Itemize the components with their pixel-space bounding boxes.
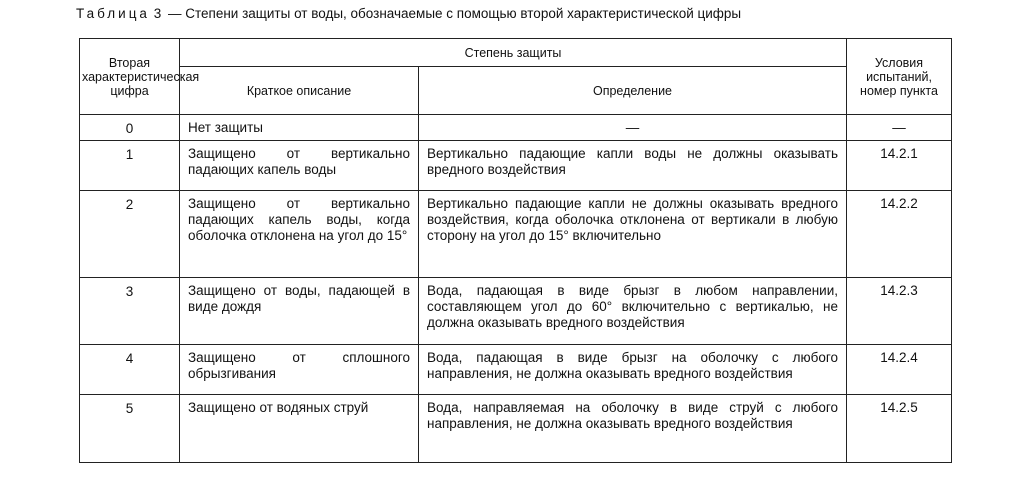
definition-cell: Вертикально падающие капли воды не должны оказывать вредного воздействия [419,141,847,191]
header-short-desc: Краткое описание [180,67,419,115]
definition-cell: Вертикально падающие капли не должны оказывать вредного воздействия, когда оболочка отклонена от вертикали в любую сторону на угол до 15° включительно [419,191,847,278]
test-cell: 14.2.1 [847,141,952,191]
caption-prefix: Таблица [76,6,150,21]
digit-cell: 3 [80,278,180,345]
header-subrow [80,67,952,115]
digit-cell: 0 [80,115,180,141]
short-desc-cell: Защищено от вертикально падающих капель воды, когда оболочка отклонена на угол до 15° [180,191,419,278]
definition-cell: Вода, падающая в виде брызг в любом направлении, составляющем угол до 60° включительно с вертикалью, не должна оказывать вредного воздействия [419,278,847,345]
short-desc-cell: Защищено от сплошного обрызгивания [180,345,419,395]
short-desc-cell: Защищено от воды, падающей в виде дождя [180,278,419,345]
header-test: Условия испытаний, номер пункта [847,39,952,115]
header-definition: Определение [419,67,847,115]
caption-number: 3 [153,6,165,21]
digit-cell: 5 [80,395,180,463]
short-desc-cell: Защищено от водяных струй [180,395,419,463]
test-cell: 14.2.3 [847,278,952,345]
definition-cell: — [419,115,847,141]
header-protection: Степень защиты [180,39,847,67]
test-cell: 14.2.5 [847,395,952,463]
caption-text: — Степени защиты от воды, обозначаемые с помощью второй характеристической цифры [167,6,742,21]
table-row [80,191,952,278]
protection-table [79,38,952,463]
header-row [80,39,952,67]
definition-cell: Вода, падающая в виде брызг на оболочку с любого направления, не должна оказывать вредного воздействия [419,345,847,395]
test-cell: 14.2.4 [847,345,952,395]
digit-cell: 2 [80,191,180,278]
table-row [80,345,952,395]
table-caption [76,6,741,21]
digit-cell: 1 [80,141,180,191]
table-row [80,278,952,345]
table-row [80,395,952,463]
test-cell: — [847,115,952,141]
table-row [80,141,952,191]
digit-cell: 4 [80,345,180,395]
short-desc-cell: Нет защиты [180,115,419,141]
header-digit: Вторая характеристическая цифра [80,39,180,115]
test-cell: 14.2.2 [847,191,952,278]
table-row [80,115,952,141]
short-desc-cell: Защищено от вертикально падающих капель воды [180,141,419,191]
definition-cell: Вода, направляемая на оболочку в виде струй с любого направления, не должна оказывать вредного воздействия [419,395,847,463]
